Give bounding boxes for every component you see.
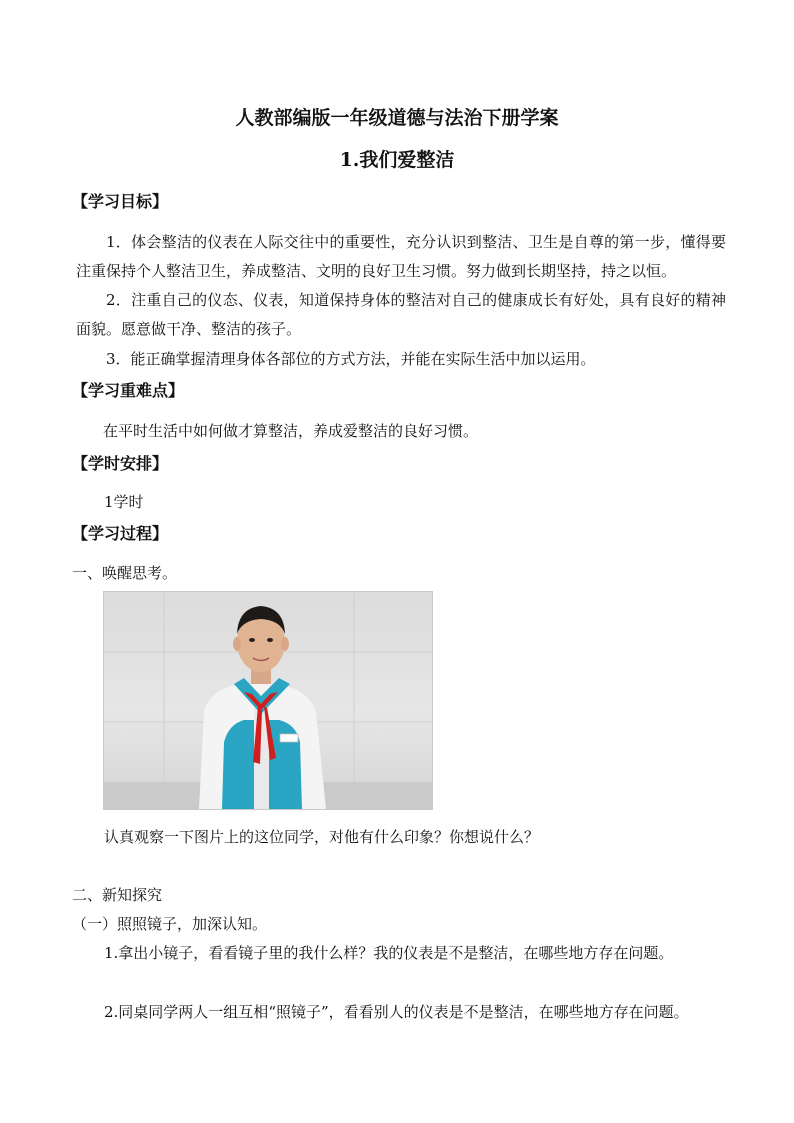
process-heading: 【学习过程】 <box>72 524 169 543</box>
sub1-title: （一）照照镜子，加深认知。 <box>72 915 268 933</box>
schedule-text: 1学时 <box>104 493 144 511</box>
sub1-item-2: 2.同桌同学两人一组互相“照镜子”，看看别人的仪表是不是整洁，在哪些地方存在问题。 <box>104 1003 689 1021</box>
goal-item-2: 2．注重自己的仪态、仪表，知道保持身体的整洁对自己的健康成长有好处，具有良好的精神面貌。愿意做干净、整洁的孩子。 <box>76 291 726 338</box>
schedule-heading: 【学时安排】 <box>72 454 169 473</box>
lesson-title: 1.我们爱整洁 <box>339 149 455 171</box>
document-title: 人教部编版一年级道德与法治下册学案 <box>235 107 559 129</box>
key-points-heading: 【学习重难点】 <box>72 381 185 400</box>
goals-heading: 【学习目标】 <box>72 192 169 211</box>
part1-title: 一、唤醒思考。 <box>72 564 178 582</box>
key-points-text: 在平时生活中如何做才算整洁，养成爱整洁的良好习惯。 <box>103 422 479 440</box>
goal-item-1: 1．体会整洁的仪表在人际交往中的重要性，充分认识到整洁、卫生是自尊的第一步，懂得要注重保持个人整洁卫生，养成整洁、文明的良好卫生习惯。努力做到长期坚持，持之以恒。 <box>76 233 726 280</box>
goal-item-3: 3．能正确掌握清理身体各部位的方式方法，并能在实际生活中加以运用。 <box>106 350 596 368</box>
photo-question: 认真观察一下图片上的这位同学，对他有什么印象？你想说什么？ <box>104 828 540 846</box>
sub1-item-1: 1.拿出小镜子，看看镜子里的我什么样？我的仪表是不是整洁，在哪些地方存在问题。 <box>104 944 674 962</box>
student-photo <box>103 591 433 810</box>
part2-title: 二、新知探究 <box>72 886 163 904</box>
